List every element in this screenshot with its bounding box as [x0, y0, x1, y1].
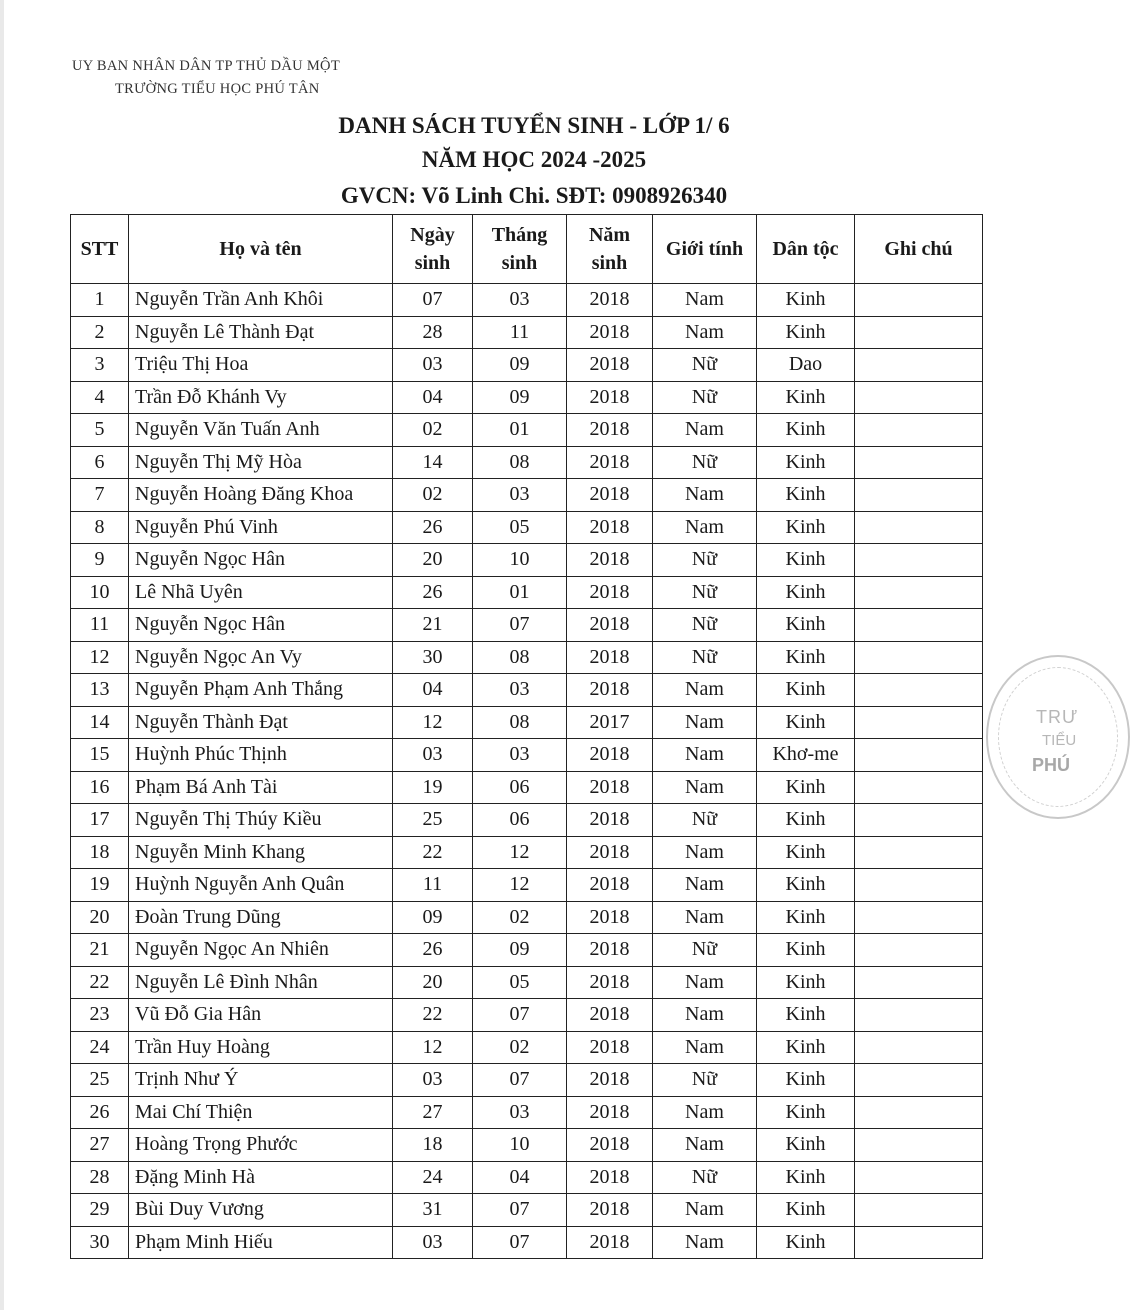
table-row: [71, 1064, 983, 1097]
cell-ethnic: Dao: [757, 349, 855, 382]
table-header-row: [71, 215, 983, 284]
cell-ethnic: Kinh: [757, 1226, 855, 1259]
cell-year: 2018: [567, 381, 653, 414]
cell-day: 18: [393, 1129, 473, 1162]
table-row: [71, 934, 983, 967]
cell-gender: Nam: [653, 739, 757, 772]
cell-gender: Nam: [653, 284, 757, 317]
cell-note: [855, 1031, 983, 1064]
cell-month: 02: [473, 1031, 567, 1064]
col-header-note: Ghi chú: [855, 215, 983, 284]
cell-name: Trần Đỗ Khánh Vy: [129, 381, 393, 414]
cell-day: 25: [393, 804, 473, 837]
cell-day: 12: [393, 1031, 473, 1064]
cell-gender: Nam: [653, 836, 757, 869]
cell-stt: 14: [71, 706, 129, 739]
cell-ethnic: Kinh: [757, 1031, 855, 1064]
cell-month: 11: [473, 316, 567, 349]
cell-gender: Nam: [653, 1194, 757, 1227]
cell-year: 2018: [567, 901, 653, 934]
table-row: [71, 316, 983, 349]
cell-name: Nguyễn Trần Anh Khôi: [129, 284, 393, 317]
cell-gender: Nam: [653, 1129, 757, 1162]
cell-gender: Nam: [653, 966, 757, 999]
cell-note: [855, 674, 983, 707]
cell-ethnic: Kinh: [757, 609, 855, 642]
cell-day: 02: [393, 414, 473, 447]
cell-ethnic: Khơ-me: [757, 739, 855, 772]
cell-note: [855, 869, 983, 902]
cell-note: [855, 349, 983, 382]
cell-month: 06: [473, 804, 567, 837]
student-table: [70, 214, 983, 1259]
cell-ethnic: Kinh: [757, 804, 855, 837]
table-row: [71, 739, 983, 772]
cell-note: [855, 381, 983, 414]
cell-month: 07: [473, 1194, 567, 1227]
cell-month: 01: [473, 414, 567, 447]
cell-note: [855, 739, 983, 772]
table-row: [71, 771, 983, 804]
cell-day: 03: [393, 1064, 473, 1097]
cell-ethnic: Kinh: [757, 479, 855, 512]
cell-note: [855, 641, 983, 674]
cell-day: 20: [393, 544, 473, 577]
cell-stt: 3: [71, 349, 129, 382]
cell-month: 03: [473, 739, 567, 772]
col-header-ethnic: Dân tộc: [757, 215, 855, 284]
cell-stt: 17: [71, 804, 129, 837]
cell-gender: Nam: [653, 414, 757, 447]
table-row: [71, 674, 983, 707]
cell-stt: 9: [71, 544, 129, 577]
col-header-day: Ngày sinh: [393, 215, 473, 284]
table-row: [71, 479, 983, 512]
cell-day: 12: [393, 706, 473, 739]
cell-year: 2018: [567, 576, 653, 609]
cell-ethnic: Kinh: [757, 1064, 855, 1097]
cell-day: 03: [393, 1226, 473, 1259]
school-seal-stamp: [986, 655, 1130, 819]
cell-day: 07: [393, 284, 473, 317]
cell-stt: 22: [71, 966, 129, 999]
cell-name: Đặng Minh Hà: [129, 1161, 393, 1194]
cell-gender: Nữ: [653, 446, 757, 479]
cell-stt: 16: [71, 771, 129, 804]
cell-gender: Nữ: [653, 1161, 757, 1194]
cell-day: 21: [393, 609, 473, 642]
cell-note: [855, 316, 983, 349]
cell-month: 03: [473, 1096, 567, 1129]
cell-stt: 10: [71, 576, 129, 609]
table-row: [71, 641, 983, 674]
cell-day: 04: [393, 381, 473, 414]
cell-ethnic: Kinh: [757, 901, 855, 934]
cell-name: Nguyễn Hoàng Đăng Khoa: [129, 479, 393, 512]
table-row: [71, 284, 983, 317]
cell-gender: Nữ: [653, 576, 757, 609]
school-name: TRƯỜNG TIỂU HỌC PHÚ TÂN: [115, 81, 320, 97]
cell-month: 07: [473, 609, 567, 642]
cell-name: Trần Huy Hoàng: [129, 1031, 393, 1064]
cell-day: 22: [393, 836, 473, 869]
table-row: [71, 576, 983, 609]
cell-stt: 20: [71, 901, 129, 934]
cell-year: 2018: [567, 1194, 653, 1227]
cell-month: 07: [473, 1226, 567, 1259]
table-row: [71, 1096, 983, 1129]
org-name: UY BAN NHÂN DÂN TP THỦ DẦU MỘT: [72, 58, 340, 74]
cell-ethnic: Kinh: [757, 934, 855, 967]
cell-year: 2018: [567, 446, 653, 479]
cell-name: Nguyễn Ngọc An Vy: [129, 641, 393, 674]
cell-month: 08: [473, 706, 567, 739]
cell-day: 30: [393, 641, 473, 674]
table-row: [71, 511, 983, 544]
table-row: [71, 1031, 983, 1064]
cell-name: Nguyễn Phú Vinh: [129, 511, 393, 544]
cell-month: 01: [473, 576, 567, 609]
cell-note: [855, 1194, 983, 1227]
cell-year: 2018: [567, 609, 653, 642]
cell-day: 02: [393, 479, 473, 512]
cell-day: 26: [393, 511, 473, 544]
cell-stt: 23: [71, 999, 129, 1032]
col-header-gender: Giới tính: [653, 215, 757, 284]
cell-month: 07: [473, 1064, 567, 1097]
table-row: [71, 836, 983, 869]
cell-stt: 11: [71, 609, 129, 642]
cell-year: 2018: [567, 1031, 653, 1064]
cell-gender: Nam: [653, 999, 757, 1032]
cell-stt: 15: [71, 739, 129, 772]
cell-month: 06: [473, 771, 567, 804]
cell-gender: Nam: [653, 771, 757, 804]
cell-note: [855, 1129, 983, 1162]
seal-text-2: TIỂU: [1042, 732, 1077, 749]
cell-ethnic: Kinh: [757, 1129, 855, 1162]
table-row: [71, 446, 983, 479]
cell-day: 31: [393, 1194, 473, 1227]
cell-name: Nguyễn Văn Tuấn Anh: [129, 414, 393, 447]
cell-ethnic: Kinh: [757, 706, 855, 739]
table-row: [71, 999, 983, 1032]
cell-note: [855, 1161, 983, 1194]
cell-name: Vũ Đỗ Gia Hân: [129, 999, 393, 1032]
cell-month: 10: [473, 544, 567, 577]
cell-ethnic: Kinh: [757, 381, 855, 414]
cell-day: 26: [393, 934, 473, 967]
cell-gender: Nữ: [653, 804, 757, 837]
cell-gender: Nam: [653, 479, 757, 512]
table-row: [71, 381, 983, 414]
cell-gender: Nữ: [653, 544, 757, 577]
cell-ethnic: Kinh: [757, 316, 855, 349]
cell-note: [855, 544, 983, 577]
cell-month: 08: [473, 641, 567, 674]
table-row: [71, 966, 983, 999]
cell-gender: Nam: [653, 511, 757, 544]
cell-year: 2018: [567, 966, 653, 999]
cell-stt: 13: [71, 674, 129, 707]
col-header-month: Tháng sinh: [473, 215, 567, 284]
table-row: [71, 544, 983, 577]
cell-month: 02: [473, 901, 567, 934]
cell-day: 19: [393, 771, 473, 804]
cell-name: Nguyễn Minh Khang: [129, 836, 393, 869]
cell-gender: Nam: [653, 1226, 757, 1259]
cell-month: 07: [473, 999, 567, 1032]
cell-stt: 5: [71, 414, 129, 447]
cell-stt: 29: [71, 1194, 129, 1227]
cell-gender: Nữ: [653, 381, 757, 414]
cell-note: [855, 446, 983, 479]
cell-day: 04: [393, 674, 473, 707]
cell-note: [855, 836, 983, 869]
cell-year: 2018: [567, 414, 653, 447]
cell-day: 09: [393, 901, 473, 934]
cell-gender: Nữ: [653, 349, 757, 382]
cell-note: [855, 771, 983, 804]
cell-gender: Nữ: [653, 609, 757, 642]
cell-stt: 2: [71, 316, 129, 349]
cell-ethnic: Kinh: [757, 1161, 855, 1194]
cell-month: 10: [473, 1129, 567, 1162]
cell-year: 2018: [567, 641, 653, 674]
cell-note: [855, 1226, 983, 1259]
cell-stt: 27: [71, 1129, 129, 1162]
cell-year: 2018: [567, 544, 653, 577]
cell-day: 11: [393, 869, 473, 902]
cell-month: 09: [473, 349, 567, 382]
document-title: DANH SÁCH TUYỂN SINH - LỚP 1/ 6: [338, 113, 730, 138]
cell-year: 2018: [567, 771, 653, 804]
cell-note: [855, 1064, 983, 1097]
cell-note: [855, 414, 983, 447]
cell-year: 2018: [567, 674, 653, 707]
col-header-year: Năm sinh: [567, 215, 653, 284]
cell-year: 2018: [567, 1161, 653, 1194]
homeroom-teacher: GVCN: Võ Linh Chi. SĐT: 0908926340: [340, 183, 728, 208]
cell-year: 2018: [567, 934, 653, 967]
cell-name: Nguyễn Ngọc Hân: [129, 544, 393, 577]
cell-year: 2018: [567, 1129, 653, 1162]
cell-name: Nguyễn Ngọc An Nhiên: [129, 934, 393, 967]
cell-note: [855, 901, 983, 934]
cell-note: [855, 934, 983, 967]
cell-note: [855, 1096, 983, 1129]
cell-note: [855, 999, 983, 1032]
cell-month: 05: [473, 511, 567, 544]
cell-month: 12: [473, 869, 567, 902]
table-row: [71, 349, 983, 382]
cell-ethnic: Kinh: [757, 674, 855, 707]
cell-month: 12: [473, 836, 567, 869]
cell-year: 2018: [567, 1064, 653, 1097]
cell-day: 03: [393, 739, 473, 772]
cell-name: Huỳnh Nguyễn Anh Quân: [129, 869, 393, 902]
cell-name: Phạm Minh Hiếu: [129, 1226, 393, 1259]
cell-day: 22: [393, 999, 473, 1032]
cell-note: [855, 576, 983, 609]
cell-ethnic: Kinh: [757, 1194, 855, 1227]
cell-year: 2018: [567, 1226, 653, 1259]
cell-day: 24: [393, 1161, 473, 1194]
table-row: [71, 706, 983, 739]
cell-day: 20: [393, 966, 473, 999]
cell-name: Đoàn Trung Dũng: [129, 901, 393, 934]
cell-day: 28: [393, 316, 473, 349]
cell-note: [855, 609, 983, 642]
cell-year: 2018: [567, 836, 653, 869]
table-row: [71, 1226, 983, 1259]
cell-stt: 26: [71, 1096, 129, 1129]
cell-stt: 7: [71, 479, 129, 512]
cell-note: [855, 284, 983, 317]
cell-name: Mai Chí Thiện: [129, 1096, 393, 1129]
cell-year: 2018: [567, 739, 653, 772]
cell-note: [855, 706, 983, 739]
cell-gender: Nữ: [653, 934, 757, 967]
cell-ethnic: Kinh: [757, 999, 855, 1032]
cell-name: Huỳnh Phúc Thịnh: [129, 739, 393, 772]
table-row: [71, 609, 983, 642]
cell-month: 03: [473, 479, 567, 512]
cell-gender: Nam: [653, 901, 757, 934]
cell-stt: 25: [71, 1064, 129, 1097]
cell-month: 08: [473, 446, 567, 479]
cell-ethnic: Kinh: [757, 1096, 855, 1129]
cell-name: Phạm Bá Anh Tài: [129, 771, 393, 804]
cell-gender: Nam: [653, 316, 757, 349]
cell-name: Bùi Duy Vương: [129, 1194, 393, 1227]
table-row: [71, 1194, 983, 1227]
cell-gender: Nam: [653, 1096, 757, 1129]
seal-text-1: TRƯ: [1036, 707, 1079, 727]
cell-note: [855, 479, 983, 512]
cell-stt: 18: [71, 836, 129, 869]
table-row: [71, 1129, 983, 1162]
cell-month: 09: [473, 381, 567, 414]
cell-ethnic: Kinh: [757, 414, 855, 447]
cell-name: Hoàng Trọng Phước: [129, 1129, 393, 1162]
cell-ethnic: Kinh: [757, 284, 855, 317]
cell-year: 2018: [567, 284, 653, 317]
cell-note: [855, 804, 983, 837]
cell-ethnic: Kinh: [757, 641, 855, 674]
cell-month: 05: [473, 966, 567, 999]
cell-ethnic: Kinh: [757, 544, 855, 577]
table-row: [71, 414, 983, 447]
table-row: [71, 1161, 983, 1194]
cell-month: 03: [473, 284, 567, 317]
cell-note: [855, 511, 983, 544]
cell-day: 03: [393, 349, 473, 382]
cell-ethnic: Kinh: [757, 836, 855, 869]
cell-ethnic: Kinh: [757, 511, 855, 544]
cell-name: Trịnh Như Ý: [129, 1064, 393, 1097]
cell-name: Nguyễn Lê Đình Nhân: [129, 966, 393, 999]
cell-stt: 19: [71, 869, 129, 902]
seal-text-3: PHÚ: [1032, 755, 1071, 775]
table-row: [71, 869, 983, 902]
cell-ethnic: Kinh: [757, 446, 855, 479]
cell-stt: 1: [71, 284, 129, 317]
cell-name: Nguyễn Phạm Anh Thắng: [129, 674, 393, 707]
cell-name: Nguyễn Thành Đạt: [129, 706, 393, 739]
cell-name: Nguyễn Thị Mỹ Hòa: [129, 446, 393, 479]
cell-day: 14: [393, 446, 473, 479]
cell-ethnic: Kinh: [757, 576, 855, 609]
cell-note: [855, 966, 983, 999]
col-header-stt: STT: [71, 215, 129, 284]
cell-name: Nguyễn Thị Thúy Kiều: [129, 804, 393, 837]
cell-ethnic: Kinh: [757, 771, 855, 804]
cell-year: 2018: [567, 869, 653, 902]
cell-stt: 12: [71, 641, 129, 674]
cell-stt: 30: [71, 1226, 129, 1259]
table-body: [71, 284, 983, 1259]
cell-gender: Nam: [653, 869, 757, 902]
cell-year: 2018: [567, 1096, 653, 1129]
table-row: [71, 901, 983, 934]
cell-stt: 28: [71, 1161, 129, 1194]
cell-ethnic: Kinh: [757, 966, 855, 999]
cell-stt: 24: [71, 1031, 129, 1064]
cell-name: Nguyễn Ngọc Hân: [129, 609, 393, 642]
cell-stt: 8: [71, 511, 129, 544]
col-header-name: Họ và tên: [129, 215, 393, 284]
cell-name: Lê Nhã Uyên: [129, 576, 393, 609]
cell-year: 2018: [567, 999, 653, 1032]
cell-name: Nguyễn Lê Thành Đạt: [129, 316, 393, 349]
cell-year: 2018: [567, 316, 653, 349]
cell-month: 09: [473, 934, 567, 967]
cell-day: 27: [393, 1096, 473, 1129]
cell-gender: Nữ: [653, 641, 757, 674]
cell-year: 2018: [567, 804, 653, 837]
cell-gender: Nam: [653, 1031, 757, 1064]
table-row: [71, 804, 983, 837]
cell-stt: 6: [71, 446, 129, 479]
cell-stt: 21: [71, 934, 129, 967]
cell-year: 2018: [567, 511, 653, 544]
cell-name: Triệu Thị Hoa: [129, 349, 393, 382]
cell-gender: Nam: [653, 674, 757, 707]
cell-gender: Nam: [653, 706, 757, 739]
cell-gender: Nữ: [653, 1064, 757, 1097]
cell-month: 04: [473, 1161, 567, 1194]
cell-stt: 4: [71, 381, 129, 414]
cell-ethnic: Kinh: [757, 869, 855, 902]
school-year: NĂM HỌC 2024 -2025: [421, 147, 647, 172]
cell-year: 2017: [567, 706, 653, 739]
cell-year: 2018: [567, 479, 653, 512]
cell-year: 2018: [567, 349, 653, 382]
cell-day: 26: [393, 576, 473, 609]
cell-month: 03: [473, 674, 567, 707]
